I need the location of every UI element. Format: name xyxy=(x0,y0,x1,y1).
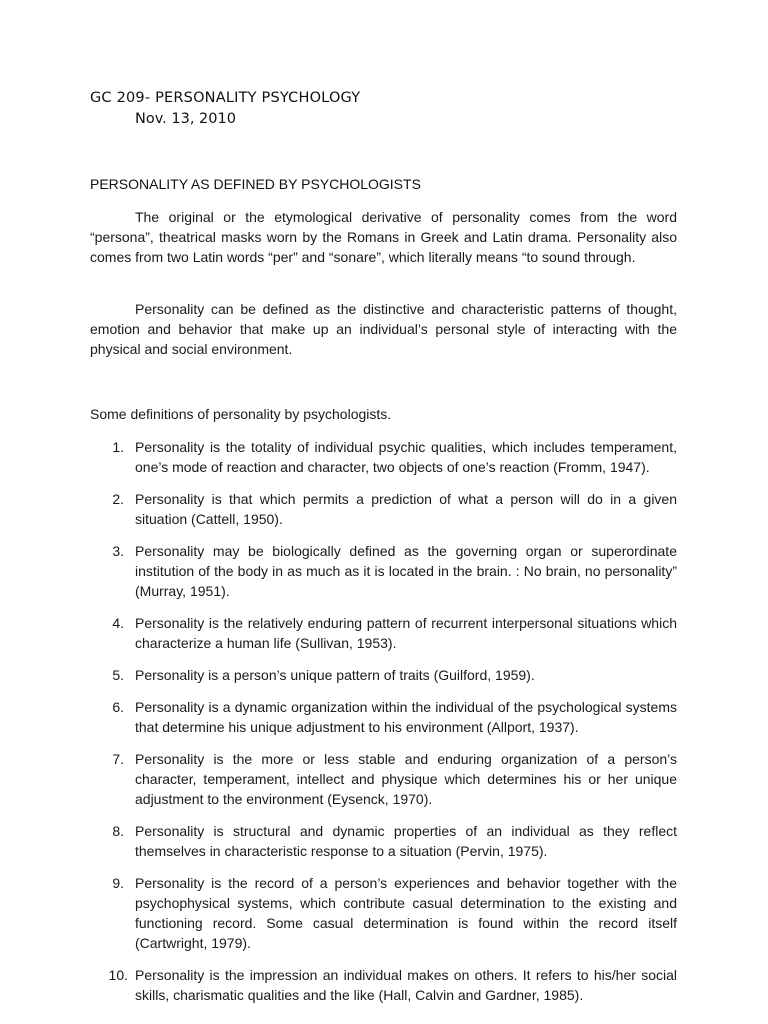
list-item-number: 6. xyxy=(112,699,124,715)
definition-paragraph: Personality can be defined as the distinctive and characteristic patterns of thought, emotion and behavior that make up an individual’s personal style of interacting with the physical and social environment. xyxy=(90,301,677,357)
list-item-number: 9. xyxy=(112,875,124,891)
list-item-number: 1. xyxy=(112,439,124,455)
list-item-number: 4. xyxy=(112,615,124,631)
document-date: Nov. 13, 2010 xyxy=(135,111,236,127)
list-item-number: 10. xyxy=(108,967,128,983)
list-item xyxy=(90,541,677,601)
list-item-text: Personality is a person’s unique pattern of traits (Guilford, 1959). xyxy=(135,667,535,683)
section-heading: PERSONALITY AS DEFINED BY PSYCHOLOGISTS xyxy=(90,176,421,192)
list-item-number: 8. xyxy=(112,823,124,839)
list-item-text: Personality is structural and dynamic properties of an individual as they reflect themselves in characteristic response to a situation (Pervin, 1975). xyxy=(135,823,677,859)
list-item-number: 5. xyxy=(112,667,124,683)
list-item-text: Personality is the more or less stable and enduring organization of a person’s character, temperament, intellect and physique which determines his or her unique adjustment to the environment (Eysenck, 1970). xyxy=(135,751,677,807)
list-item-number: 7. xyxy=(112,751,124,767)
list-item-number: 2. xyxy=(112,491,124,507)
list-item xyxy=(90,613,677,653)
list-item xyxy=(90,749,677,809)
definitions-intro: Some definitions of personality by psychologists. xyxy=(90,406,392,422)
list-item xyxy=(90,965,677,1005)
list-item-text: Personality is the impression an individual makes on others. It refers to his/her social skills, charismatic qualities and the like (Hall, Calvin and Gardner, 1985). xyxy=(135,967,677,1003)
list-item xyxy=(90,437,677,477)
list-item xyxy=(90,873,677,953)
list-item xyxy=(90,665,677,685)
course-title: GC 209- PERSONALITY PSYCHOLOGY xyxy=(90,90,361,106)
list-item-text: Personality may be biologically defined as the governing organ or superordinate institution of the body in as much as it is located in the brain. : No brain, no personality” (Murray, 1951). xyxy=(135,543,677,599)
list-item xyxy=(90,821,677,861)
list-item-number: 3. xyxy=(112,543,124,559)
list-item-text: Personality is the relatively enduring pattern of recurrent interpersonal situations which characterize a human life (Sullivan, 1953). xyxy=(135,615,677,651)
list-item-text: Personality is the record of a person’s experiences and behavior together with the psychophysical systems, which contribute casual determination to the existing and functioning record. Some casual determination is found within the record itself (Cartwright, 1979). xyxy=(135,875,677,951)
list-item xyxy=(90,697,677,737)
list-item-text: Personality is a dynamic organization within the individual of the psychological systems that determine his unique adjustment to his environment (Allport, 1937). xyxy=(135,699,677,735)
list-item xyxy=(90,489,677,529)
definitions-list xyxy=(90,437,677,1017)
list-item-text: Personality is the totality of individual psychic qualities, which includes temperament, one’s mode of reaction and character, two objects of one’s reaction (Fromm, 1947). xyxy=(135,439,677,475)
list-item-text: Personality is that which permits a prediction of what a person will do in a given situation (Cattell, 1950). xyxy=(135,491,677,527)
etymology-paragraph: The original or the etymological derivative of personality comes from the word “persona”, theatrical masks worn by the Romans in Greek and Latin drama. Personality also comes from two Latin words “per” and “sonare”, which literally means “to sound through. xyxy=(90,209,677,265)
